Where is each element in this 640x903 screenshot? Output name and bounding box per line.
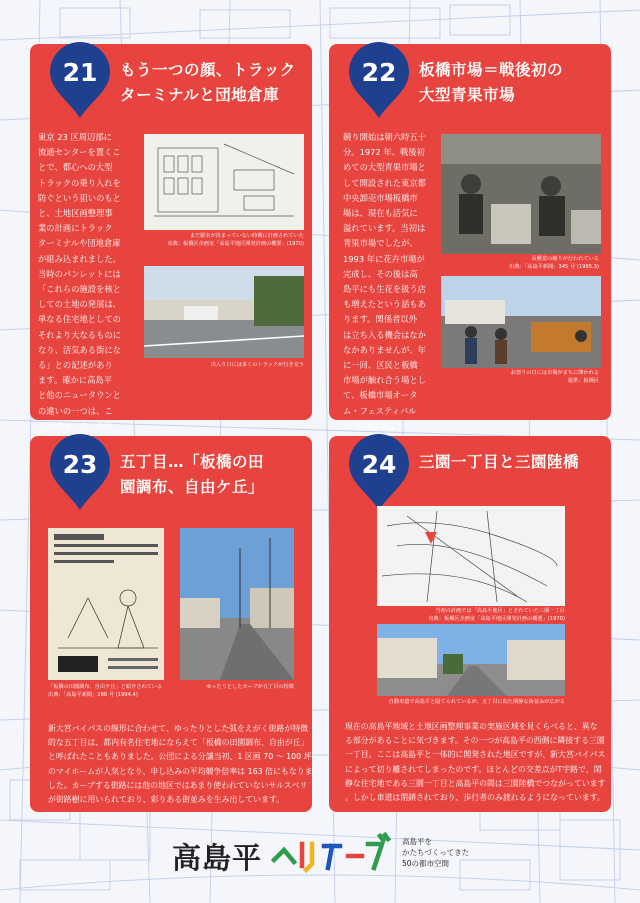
photo-caption: まだ駅名が決まっていない時期に計画されていた 出典：板橋区企画室「高島平地区開発計画の概要」(1970): [167, 233, 304, 247]
card-body: 現在の高島平地域と土地区画整理事業の実施区域を見くらべると、異な る部分があることに気づきます。その一つが高島平の西側に隣接する三園 一丁目。ここは高島平と一体的に開発された地区ですが、新大宮バイパス によって切り離されてしまったのです。ほとんどの交差点がT字路で、閑 静な住宅地である三園一丁目と高島平の間は三園陸橋でつながっています 。しかし車道は閉鎖されており、歩行者のみ渡れるようになっています。: [345, 722, 606, 803]
logo-main-text: 高島平: [172, 841, 263, 875]
photo-caption: 長靴姿の競りが行われている 出典：「高島平新聞」345 号 (1995.3): [509, 256, 599, 270]
card-number: 24: [361, 450, 397, 479]
plan-map-image: [144, 134, 304, 230]
card-body: 東京 23 区周辺部に 流通センターを置くこ とで、都心への大型 トラックの乗り入れを 防ぐという狙いのもと と、土地区画整理事 業の計画にトラック ターミナルや団地倉庫 が組み込まれました。 当時のパンレットには 「これらの施設を核と しての土地の発展は、 単なる住宅地としての それより大なるものに なり、活気ある街にな る」との記述があり ます。確かに高島平 と他のニュータウンと の違いの一つは、こ の流通センターの存: [38, 132, 121, 431]
card-title: 三園一丁目と三園陸橋: [419, 453, 580, 471]
card-number: 22: [361, 58, 397, 87]
market-auction-photo: [441, 134, 601, 254]
card-title: 五丁目…「板橋の田 園調布、自由ケ丘」: [120, 453, 265, 496]
card-21: [30, 44, 312, 431]
photo-caption: 自動車道で高島平と隔てられているが、五丁目に似た閑静な街並みが広がる: [388, 699, 565, 705]
market-festival-photo: [441, 276, 601, 368]
misono-street-photo: [377, 624, 565, 696]
card-24: [329, 436, 611, 812]
newspaper-clipping-image: [48, 528, 164, 680]
photo-caption: 出入り口には多くのトラックが行き交う: [210, 362, 304, 368]
card-body: 競り開始は朝六時五十 分。1972 年、戦後初 めての大型青果市場と して開設された東京都 中央卸売市場板橋市 場は、現在も活気に 溢れています。当初は 青果市場でしたが、 1993 年に花卉市場が 完成し、その後は高 島平にも生花を扱う店 も増えたという話もあ ります。関係者以外 は立ち入る機会はなか なかありませんが、年 に一回、区民と板橋 市場が触れ合う場とし て、板橋市場オータ ム・フェスティバル （「板橋市場まつり」）: [343, 132, 426, 431]
district-map-image: [377, 506, 565, 606]
card-number: 23: [62, 450, 98, 479]
footer-logo: [172, 830, 472, 876]
card-title: もう一つの顔、トラック ターミナルと団地倉庫: [120, 61, 296, 104]
tagline: 高島平を かたちづくってきた 50の都市空間: [402, 837, 470, 868]
card-body: 新大宮バイパスの線形に合わせて、ゆったりとした弧をえがく街路が特徴 的な五丁目は、都内有名住宅地にならえて「板橋の田園調布、自由が丘」 と呼ばれたこともありました。公団による分譲当初、1 区画 70 〜 100 坪 のマイホームが人気となり、申し込みの平均競争倍率は 163 倍にもなりま した。カーブする街路には他の地区ではあまり使われていないサルスベリ が街路樹に用いられており、彩りある街並みを生み出しています。: [48, 724, 313, 805]
photo-caption: 当初の計画では「高島平地区」とされていた三園一丁目 出典：板橋区企画室「高島平地区開発計画の概要」(1970): [428, 608, 565, 622]
truck-terminal-photo: [144, 266, 304, 358]
card-number: 21: [62, 58, 98, 87]
curved-street-photo: [180, 528, 294, 680]
heritage-logotype: [270, 834, 390, 874]
photo-caption: 「板橋の田園調布、自由ケ丘」と紹介されている 出典：「高島平新聞」286 号 (1994.4): [48, 684, 163, 698]
photo-caption: お祭りの日には市場がまちに開かれる 提供：板橋区: [510, 370, 599, 384]
card-23: [30, 436, 312, 812]
card-22: [329, 44, 611, 431]
card-title: 板橋市場＝戦後初の 大型青果市場: [419, 61, 564, 104]
photo-caption: ゆったりとしたカーブが五丁目の特徴: [206, 684, 294, 690]
